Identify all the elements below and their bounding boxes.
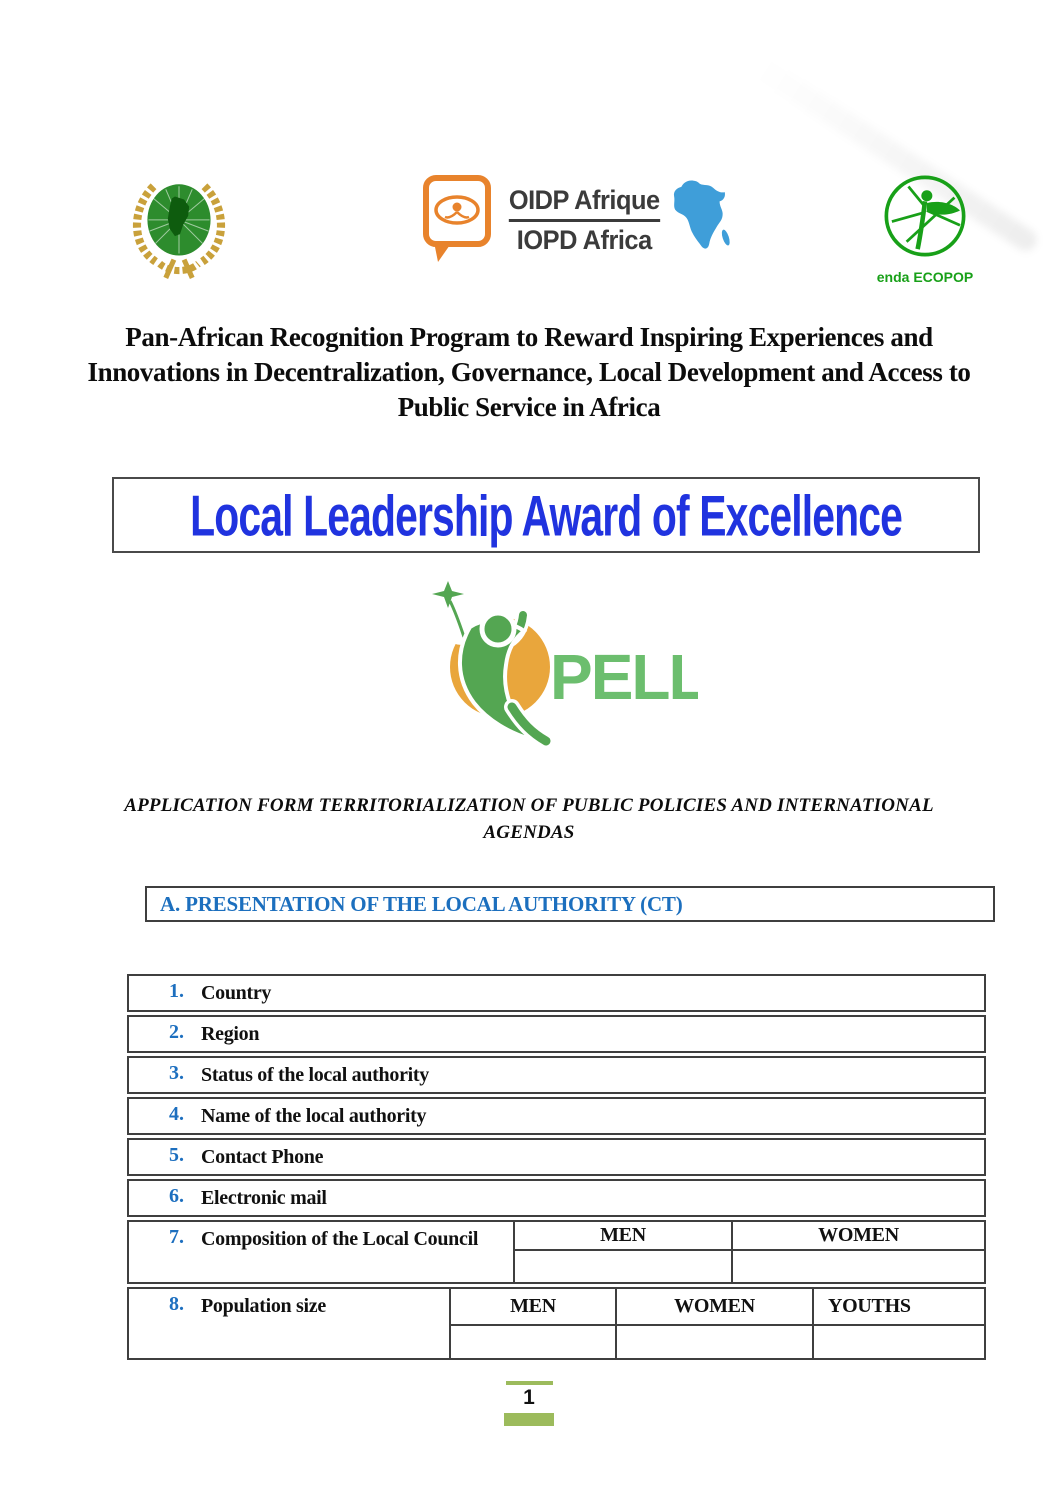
row-label: Population size bbox=[201, 1295, 326, 1317]
row-label: Region bbox=[201, 1023, 260, 1045]
table-row-status bbox=[127, 1056, 986, 1094]
population-youths-input-cell[interactable] bbox=[814, 1326, 984, 1358]
page-footer bbox=[0, 1381, 1058, 1426]
oidp-line2: IOPD Africa bbox=[516, 224, 652, 255]
application-form-title: APPLICATION FORM TERRITORIALIZATION OF PUBLIC POLICIES AND INTERNATIONAL AGENDAS bbox=[124, 795, 934, 843]
presentation-form-table bbox=[127, 974, 986, 1363]
table-row-name bbox=[127, 1097, 986, 1135]
council-women-header: WOMEN bbox=[733, 1222, 984, 1251]
africa-map-icon bbox=[671, 178, 733, 262]
award-title: Local Leadership Award of Excellence bbox=[190, 482, 902, 548]
footer-accent-line-top bbox=[506, 1381, 553, 1385]
population-women-header: WOMEN bbox=[617, 1289, 812, 1326]
enda-ecopop-logo bbox=[860, 170, 990, 285]
population-women-column bbox=[615, 1289, 812, 1358]
table-row-population-size bbox=[127, 1287, 986, 1360]
council-label-cell bbox=[129, 1222, 513, 1282]
row-label: Country bbox=[201, 982, 272, 1004]
oidp-logo-text bbox=[504, 185, 665, 256]
oidp-logo bbox=[418, 172, 733, 268]
population-women-input-cell[interactable] bbox=[617, 1326, 812, 1358]
table-row-region bbox=[127, 1015, 986, 1053]
population-men-header: MEN bbox=[451, 1289, 615, 1326]
oidp-speech-bubble-eye-icon bbox=[418, 172, 498, 268]
row-number: 3. bbox=[169, 1062, 184, 1084]
email-label-cell[interactable] bbox=[129, 1181, 327, 1215]
oidp-line1: OIDP Afrique bbox=[509, 185, 660, 222]
country-label-cell[interactable] bbox=[129, 976, 271, 1010]
row-label: Electronic mail bbox=[201, 1187, 327, 1209]
program-title: Pan-African Recognition Program to Reward Inspiring Experiences and Innovations in Decentralization, Governance, Local Development and Access to Public Service in Africa bbox=[87, 322, 971, 422]
council-men-input-cell[interactable] bbox=[515, 1251, 731, 1282]
pell-logo bbox=[408, 575, 698, 760]
row-label: Composition of the Local Council bbox=[201, 1228, 479, 1250]
population-label-cell bbox=[129, 1289, 449, 1358]
council-women-input-cell[interactable] bbox=[733, 1251, 984, 1282]
row-number: 5. bbox=[169, 1144, 184, 1166]
footer-accent-line-bottom bbox=[504, 1413, 554, 1426]
population-men-column bbox=[449, 1289, 615, 1358]
population-men-input-cell[interactable] bbox=[451, 1326, 615, 1358]
page-number: 1 bbox=[523, 1386, 535, 1409]
row-number: 1. bbox=[169, 980, 184, 1002]
row-number: 7. bbox=[169, 1226, 184, 1248]
section-a-title: A. PRESENTATION OF THE LOCAL AUTHORITY (CT) bbox=[160, 891, 683, 916]
african-union-logo-icon bbox=[123, 170, 235, 282]
population-youths-column bbox=[812, 1289, 984, 1358]
pell-logo-icon bbox=[408, 575, 698, 755]
row-number: 4. bbox=[169, 1103, 184, 1125]
council-women-column bbox=[731, 1222, 984, 1282]
population-youths-header: YOUTHS bbox=[814, 1289, 984, 1326]
row-label: Status of the local authority bbox=[201, 1064, 429, 1086]
pell-wordmark: PELL bbox=[550, 641, 698, 713]
african-union-logo bbox=[123, 170, 235, 287]
award-title-box bbox=[112, 477, 980, 553]
council-men-header: MEN bbox=[515, 1222, 731, 1251]
row-label: Contact Phone bbox=[201, 1146, 324, 1168]
table-row-council-composition bbox=[127, 1220, 986, 1284]
row-number: 6. bbox=[169, 1185, 184, 1207]
name-label-cell[interactable] bbox=[129, 1099, 426, 1133]
phone-label-cell[interactable] bbox=[129, 1140, 323, 1174]
status-label-cell[interactable] bbox=[129, 1058, 429, 1092]
section-a-header bbox=[145, 886, 995, 922]
region-label-cell[interactable] bbox=[129, 1017, 259, 1051]
table-row-phone bbox=[127, 1138, 986, 1176]
table-row-country bbox=[127, 974, 986, 1012]
enda-ecopop-caption: enda ECOPOP bbox=[876, 269, 974, 285]
table-row-email bbox=[127, 1179, 986, 1217]
enda-ecopop-icon bbox=[879, 170, 971, 262]
row-number: 2. bbox=[169, 1021, 184, 1043]
row-number: 8. bbox=[169, 1293, 184, 1315]
council-men-column bbox=[513, 1222, 731, 1282]
row-label: Name of the local authority bbox=[201, 1105, 427, 1127]
